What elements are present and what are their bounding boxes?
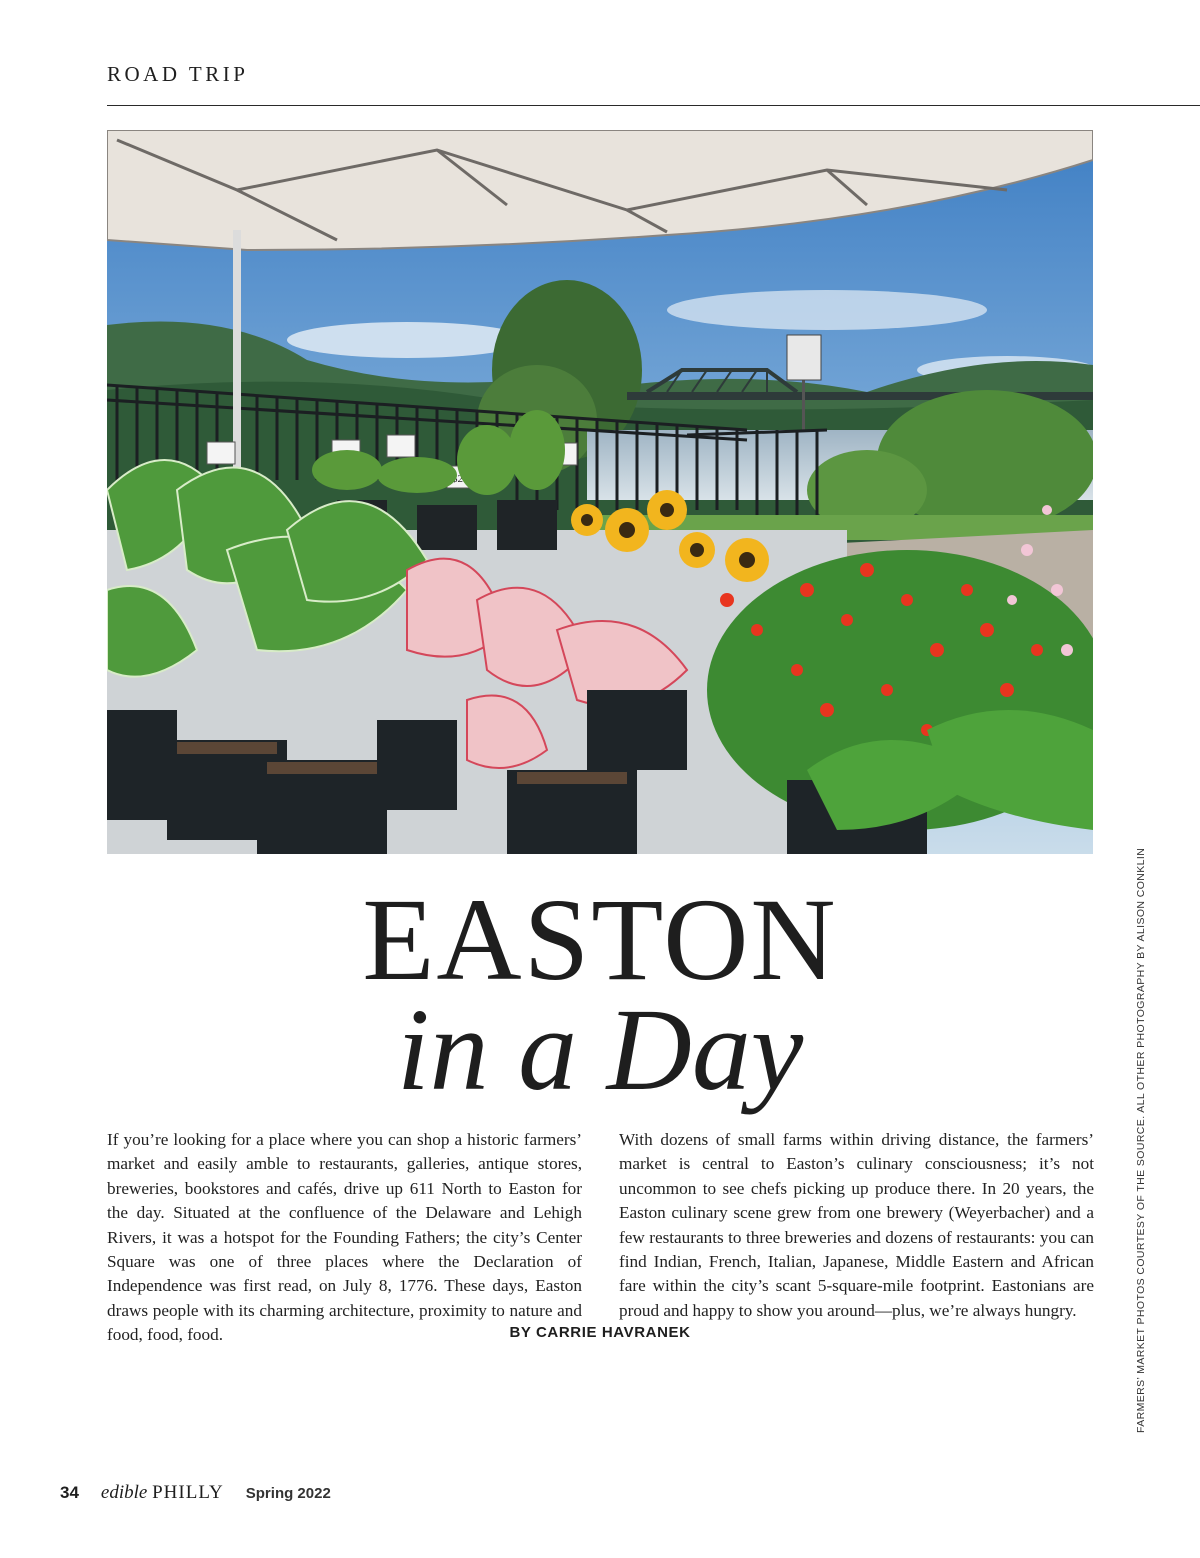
body-column-right: With dozens of small farms within driving distance, the farmers’ market is central to Easton’s culinary consciousness; it’s not uncommon to see chefs picking up produce there. In 20 years, the Easton culinary scene grew from one brewery (Weyerbacher) and a few restaurants to three breweries and dozens of restaurants: you can find Indian, French, Italian, Japanese, Middle Eastern and African fare within the city’s scant 5-square-mile footprint. Eastonians are proud and happy to show you around—plus, we’re always hungry.: [619, 1130, 1094, 1320]
magazine-name-italic: edible: [100, 1482, 148, 1503]
page-number: 34: [60, 1483, 79, 1502]
issue-date: Spring 2022: [245, 1485, 331, 1502]
header-rule: [107, 105, 1200, 106]
footer: [60, 1482, 331, 1508]
article-subtitle: in a Day: [396, 984, 804, 1115]
hero-photo: [107, 130, 1093, 854]
magazine-name-caps: PHILLY: [152, 1482, 224, 1503]
section-label: ROAD TRIP: [107, 62, 249, 86]
magazine-name: [101, 1482, 224, 1504]
photo-credit: FARMERS’ MARKET PHOTOS COURTESY OF THE SOURCE. ALL OTHER PHOTOGRAPHY BY ALISON CONKLIN: [1135, 847, 1147, 1433]
byline: BY CARRIE HAVRANEK: [509, 1324, 691, 1341]
body-column-left: If you’re looking for a place where you can shop a historic farmers’ market and easily amble to restaurants, galleries, antique stores, breweries, bookstores and cafés, drive up 611 North to Easton for the day. Situated at the confluence of the Delaware and Lehigh Rivers, it was a hotspot for the Founding Fathers; the city’s Center Square was one of three places where the Declaration of Independence was first read, on July 8, 1776. These days, Easton draws people with its charming architecture, proximity to nature and food, food, food.: [107, 1130, 582, 1345]
article-title: EASTON: [362, 874, 838, 1005]
